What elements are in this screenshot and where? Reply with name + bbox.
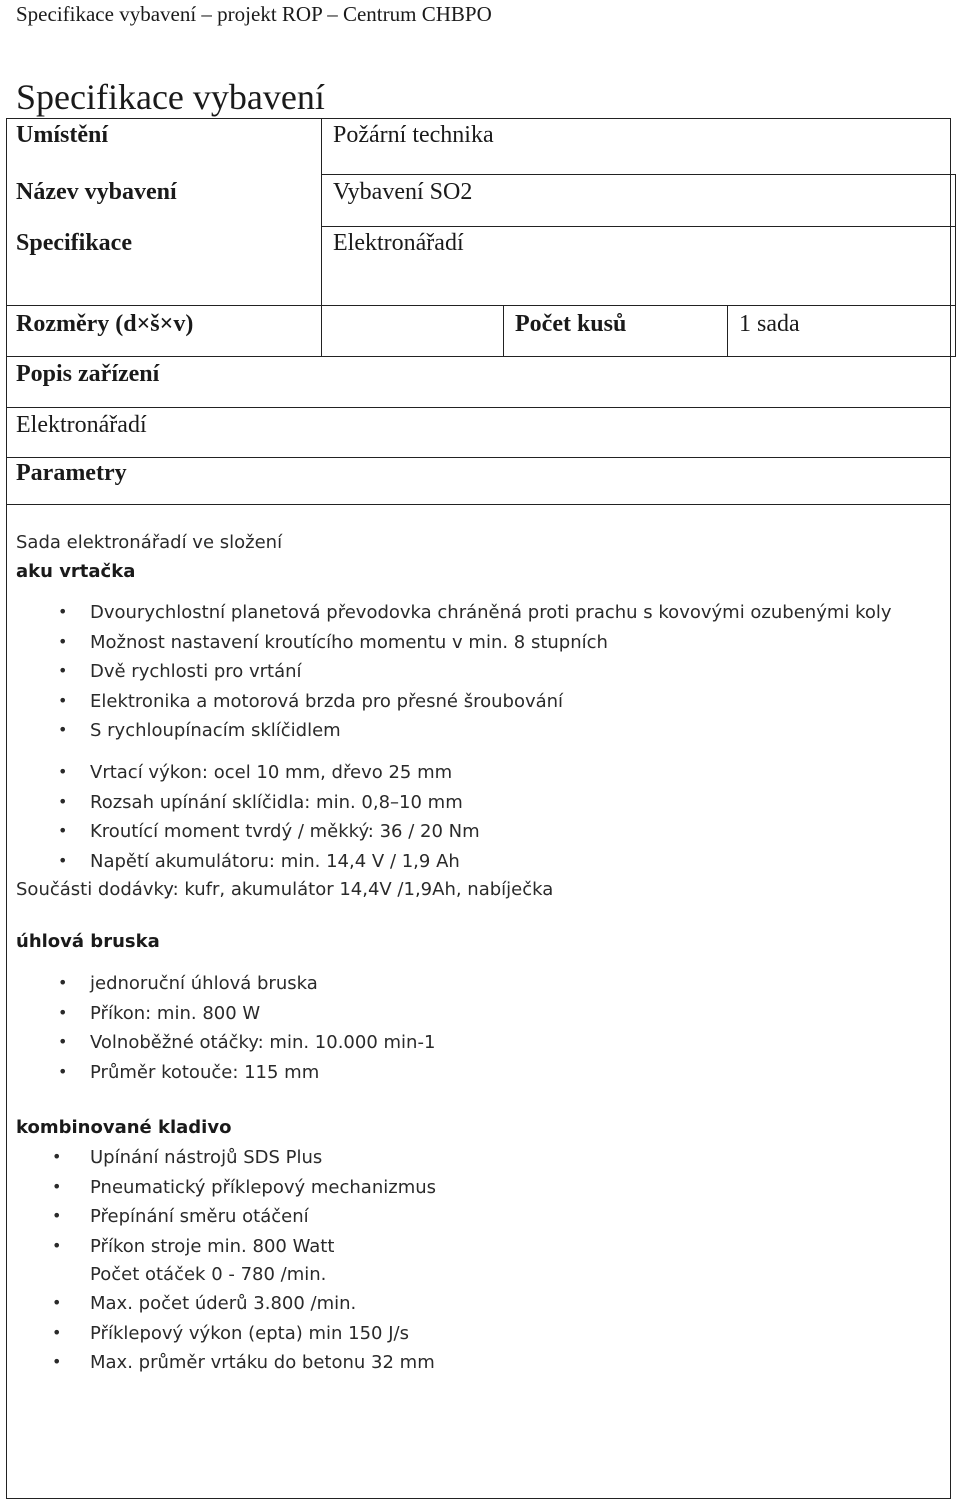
bullet-icon: •	[52, 1235, 62, 1255]
bullet-icon: •	[58, 791, 68, 811]
hammer-list-b	[52, 1293, 435, 1382]
bullet-icon: •	[52, 1147, 62, 1166]
pocet-value-divider	[727, 305, 728, 356]
bullet-icon: •	[58, 850, 68, 870]
bullet-icon: •	[58, 1061, 68, 1081]
pocet-column-divider	[503, 305, 504, 356]
running-header: Specifikace vybavení – projekt ROP – Centrum CHBPO	[16, 2, 492, 26]
list-item: • Rozsah upínání sklíčidla: min. 0,8–10 mm	[58, 791, 463, 813]
label-column-divider	[321, 118, 322, 356]
grinder-list	[58, 973, 435, 1091]
bullet-icon: •	[58, 602, 68, 621]
row-divider	[6, 504, 951, 505]
nazev-value: Vybavení SO2	[333, 179, 473, 205]
table-border-left	[6, 118, 7, 1498]
bullet-icon: •	[52, 1176, 62, 1196]
row-divider	[6, 457, 951, 458]
list-item: • Průměr kotouče: 115 mm	[58, 1061, 320, 1083]
grinder-title: úhlová bruska	[16, 931, 160, 952]
bullet-icon: •	[58, 821, 68, 840]
table-border-bottom	[6, 1498, 951, 1499]
list-item: • Přepínání směru otáčení	[52, 1206, 309, 1227]
list-item: • Dvě rychlosti pro vrtání	[58, 661, 302, 682]
list-item: • Napětí akumulátoru: min. 14,4 V / 1,9 Ah	[58, 850, 460, 872]
document-title: Specifikace vybavení	[16, 77, 325, 117]
pocet-label: Počet kusů	[515, 311, 627, 337]
bullet-icon: •	[58, 720, 68, 739]
bullet-icon: •	[58, 1002, 68, 1022]
list-item: • Vrtací výkon: ocel 10 mm, dřevo 25 mm	[58, 762, 453, 783]
table-border-top	[6, 118, 951, 119]
drill-title: aku vrtačka	[16, 561, 136, 582]
popis-label: Popis zařízení	[16, 361, 160, 387]
bullet-icon: •	[58, 690, 68, 710]
specifikace-label: Specifikace	[16, 230, 132, 256]
bullet-icon: •	[58, 631, 68, 651]
list-item: • Příkon: min. 800 W	[58, 1002, 261, 1024]
rozmery-label: Rozměry (d×š×v)	[16, 311, 194, 337]
bullet-icon: •	[58, 1032, 68, 1051]
list-item: • Dvourychlostní planetová převodovka chráněná proti prachu s kovovými ozubenými koly	[58, 602, 892, 623]
list-item: • Volnoběžné otáčky: min. 10.000 min-1	[58, 1032, 436, 1053]
list-item: • Max. počet úderů 3.800 /min.	[52, 1293, 357, 1314]
bullet-icon: •	[52, 1293, 62, 1312]
row-divider	[322, 226, 956, 227]
list-item: • Elektronika a motorová brzda pro přesné šroubování	[58, 690, 564, 712]
hammer-continuation: Počet otáček 0 - 780 /min.	[90, 1264, 327, 1285]
bullet-icon: •	[58, 973, 68, 992]
hammer-title: kombinované kladivo	[16, 1117, 232, 1138]
row-divider	[322, 174, 956, 175]
pocet-value: 1 sada	[739, 311, 800, 337]
outer-edge-right	[955, 174, 956, 356]
bullet-icon: •	[58, 762, 68, 781]
row-divider	[6, 305, 956, 306]
list-item: • S rychloupínacím sklíčidlem	[58, 720, 341, 741]
popis-value: Elektronářadí	[16, 412, 147, 438]
bullet-icon: •	[52, 1206, 62, 1225]
umisteni-value: Požární technika	[333, 122, 494, 148]
list-item: • Příkon stroje min. 800 Watt	[52, 1235, 335, 1257]
list-item: • jednoruční úhlová bruska	[58, 973, 318, 994]
list-item: • Kroutící moment tvrdý / měkký: 36 / 20 Nm	[58, 821, 480, 842]
drill-specs-list	[58, 762, 480, 880]
row-divider	[6, 356, 956, 357]
list-item: • Upínání nástrojů SDS Plus	[52, 1147, 323, 1168]
row-divider	[6, 407, 951, 408]
bullet-icon: •	[52, 1322, 62, 1342]
table-border-right	[950, 118, 951, 1498]
parametry-label: Parametry	[16, 460, 127, 486]
umisteni-label: Umístění	[16, 122, 108, 148]
params-intro: Sada elektronářadí ve složení	[16, 532, 283, 553]
drill-features-list	[58, 602, 892, 750]
list-item: • Příklepový výkon (epta) min 150 J/s	[52, 1322, 409, 1344]
bullet-icon: •	[52, 1352, 62, 1371]
drill-delivery: Součásti dodávky: kufr, akumulátor 14,4V /1,9Ah, nabíječka	[16, 879, 554, 900]
hammer-list-a	[52, 1147, 436, 1265]
list-item: • Možnost nastavení kroutícího momentu v min. 8 stupních	[58, 631, 608, 653]
list-item: • Pneumatický příklepový mechanizmus	[52, 1176, 437, 1198]
bullet-icon: •	[58, 661, 68, 680]
nazev-label: Název vybavení	[16, 179, 177, 205]
specifikace-value: Elektronářadí	[333, 230, 464, 256]
list-item: • Max. průměr vrtáku do betonu 32 mm	[52, 1352, 435, 1373]
